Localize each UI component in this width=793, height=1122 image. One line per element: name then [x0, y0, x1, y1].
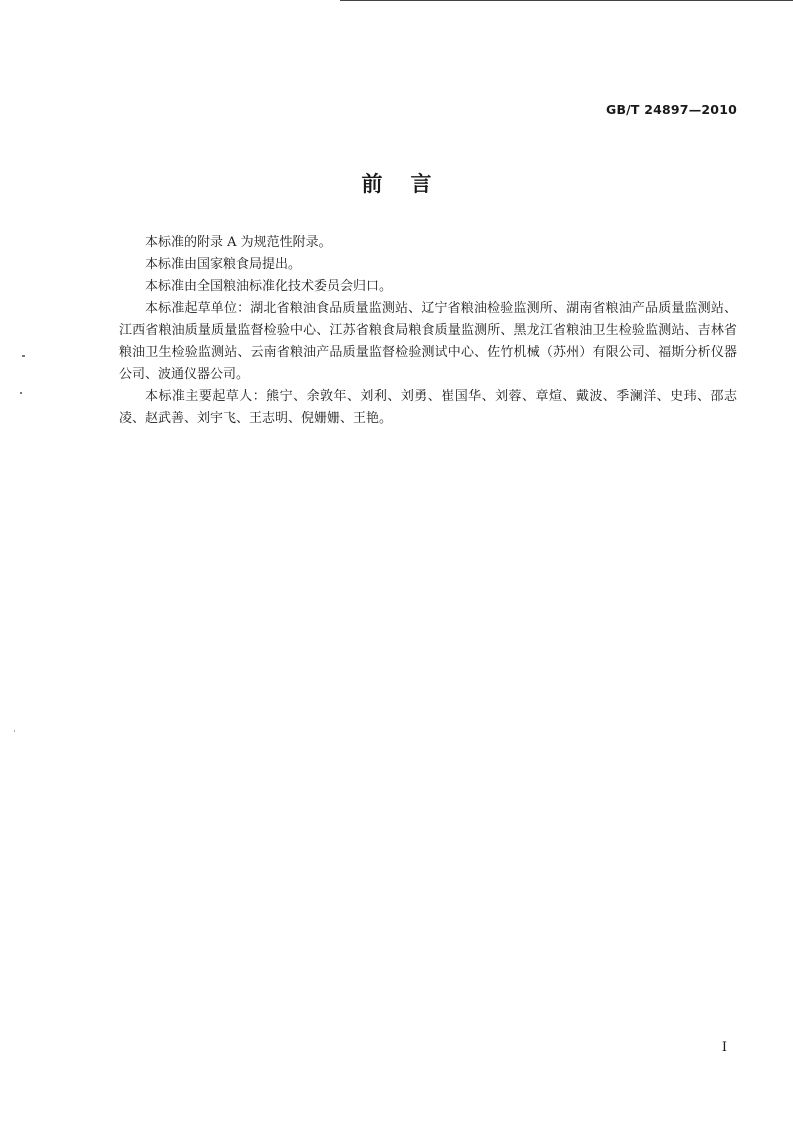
top-rule	[340, 0, 793, 1]
paragraph-drafters: 本标准主要起草人：熊宁、余敦年、刘利、刘勇、崔国华、刘蓉、章煊、戴波、季澜洋、史玮、邵志凌、赵武善、刘宇飞、王志明、倪姗姗、王艳。	[119, 389, 737, 426]
scan-speck	[22, 355, 25, 357]
page-number: I	[721, 1040, 727, 1055]
scan-speck	[14, 730, 15, 732]
scan-speck	[20, 392, 22, 394]
paragraph-proposer: 本标准由国家粮食局提出。	[145, 257, 302, 272]
page-title: 前言	[361, 172, 460, 196]
paragraph-annex: 本标准的附录 A 为规范性附录。	[145, 235, 332, 250]
paragraph-drafting-units: 本标准起草单位：湖北省粮油食品质量监测站、辽宁省粮油检验监测所、湖南省粮油产品质量监测站、江西省粮油质量质量监督检验中心、江苏省粮食局粮食质量监测所、黑龙江省粮油卫生检验监测站、吉林省粮油卫生检验监测站、云南省粮油产品质量监督检验测试中心、佐竹机械（苏州）有限公司、福斯分析仪器公司、波通仪器公司。	[119, 301, 737, 382]
standard-code: GB/T 24897—2010	[605, 102, 737, 117]
foreword-body	[119, 232, 737, 430]
paragraph-committee: 本标准由全国粮油标准化技术委员会归口。	[145, 279, 393, 294]
